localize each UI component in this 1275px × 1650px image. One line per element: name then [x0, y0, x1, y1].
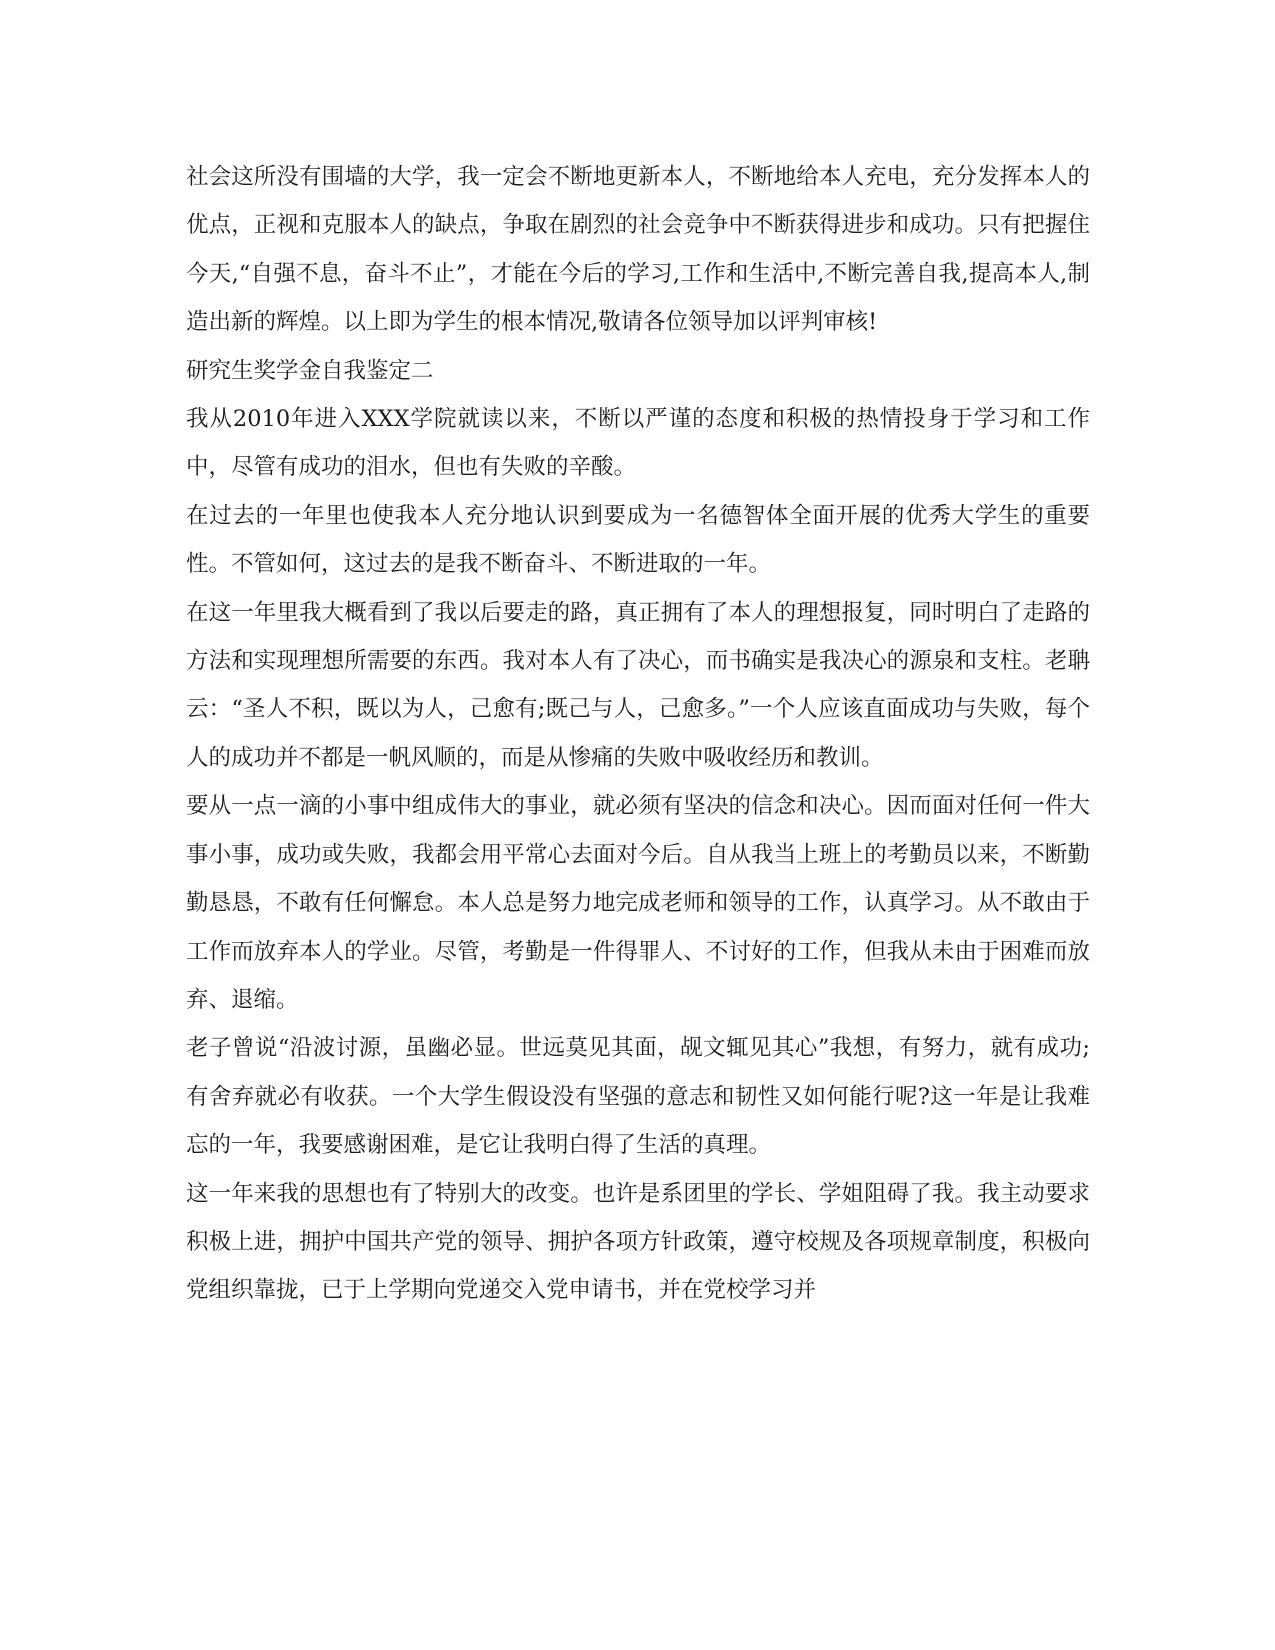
paragraph-continuation: 社会这所没有围墙的大学，我一定会不断地更新本人，不断地给本人充电，充分发挥本人的优点，正视和克服本人的缺点，争取在剧烈的社会竞争中不断获得进步和成功。只有把握住今天,“自强不息，奋斗不止”，才能在今后的学习,工作和生活中,不断完善自我,提高本人,制造出新的辉煌。以上即为学生的根本情况,敬请各位领导加以评判审核!: [186, 164, 1090, 336]
section-heading: 研究生奖学金自我鉴定二: [186, 357, 434, 384]
paragraph-laozi-quote: 老子曾说“沿波讨源，虽幽必显。世远莫见其面，觇文辄见其心”我想，有努力，就有成功;有舍弃就必有收获。一个大学生假设没有坚强的意志和韧性又如何能行呢?这一年是让我难忘的一年，我要感谢困难，是它让我明白得了生活的真理。: [186, 1035, 1090, 1159]
paragraph-thoughts: 这一年来我的思想也有了特别大的改变。也许是系团里的学长、学姐阻碍了我。我主动要求积极上进，拥护中国共产党的领导、拥护各项方针政策，遵守校规及各项规章制度，积极向党组织靠拢，已于上学期向党递交入党申请书，并在党校学习并: [186, 1180, 1090, 1304]
paragraph-past-year: 在过去的一年里也使我本人充分地认识到要成为一名德智体全面开展的优秀大学生的重要性。不管如何，这过去的是我不断奋斗、不断进取的一年。: [186, 502, 1090, 578]
paragraph-attendance: 要从一点一滴的小事中组成伟大的事业，就必须有坚决的信念和决心。因而面对任何一件大事小事，成功或失败，我都会用平常心去面对今后。自从我当上班上的考勤员以来，不断勤勤恳恳，不敢有任何懈怠。本人总是努力地完成老师和领导的工作，认真学习。从不敢由于工作而放弃本人的学业。尽管，考勤是一件得罪人、不讨好的工作，但我从未由于困难而放弃、退缩。: [186, 793, 1090, 1013]
paragraph-intro: 我从2010年进入XXX学院就读以来，不断以严谨的态度和积极的热情投身于学习和工作中，尽管有成功的泪水，但也有失败的辛酸。: [186, 406, 1090, 481]
document-body: [186, 153, 1090, 1315]
paragraph-ideals: 在这一年里我大概看到了我以后要走的路，真正拥有了本人的理想报复，同时明白了走路的方法和实现理想所需要的东西。我对本人有了决心，而书确实是我决心的源泉和支柱。老聃云：“圣人不积，既以为人，己愈有;既己与人，己愈多。”一个人应该直面成功与失败，每个人的成功并不都是一帆风顺的，而是从惨痛的失败中吸收经历和教训。: [186, 599, 1090, 771]
